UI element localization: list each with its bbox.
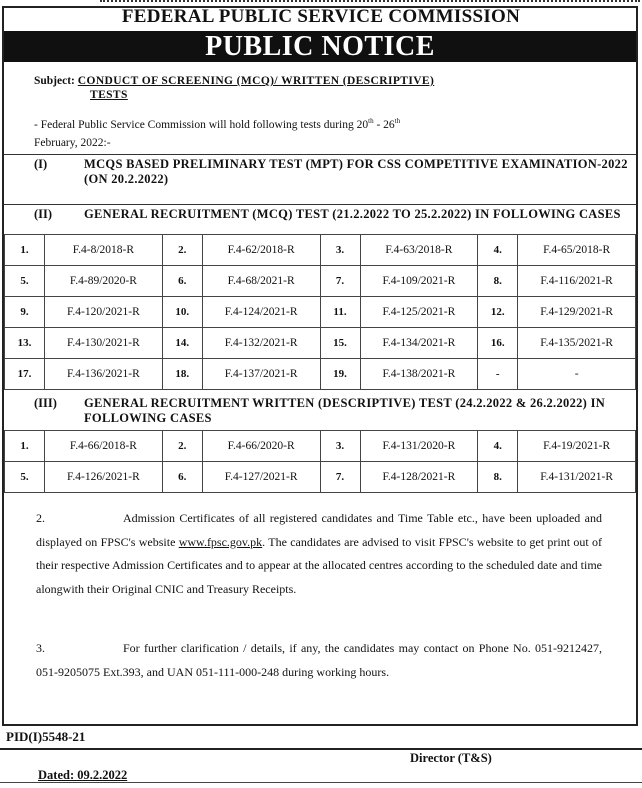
- intro-text: [34, 112, 594, 152]
- table-row: [5, 328, 636, 359]
- case-file-number: F.4-65/2018-R: [518, 235, 636, 266]
- page-bottom-rule: [0, 782, 642, 783]
- section-3: [4, 394, 636, 428]
- case-serial-number: 7.: [320, 462, 360, 493]
- top-dotted-border: [100, 0, 640, 5]
- case-serial-number: 4.: [478, 235, 518, 266]
- section-1-title: MCQS BASED PRELIMINARY TEST (MPT) FOR CSS COMPETITIVE EXAMINATION-2022 (ON 20.2.2022): [84, 157, 628, 186]
- case-serial-number: 4.: [478, 431, 518, 462]
- case-file-number: F.4-131/2021-R: [518, 462, 636, 493]
- table-row: [5, 431, 636, 462]
- intro-sup-2: th: [394, 117, 401, 125]
- paragraph-2-rest: . The candidates are advised to visit FPSC's website to get print out of their respective Admission Certificates and to appear at the allocated centres according to the scheduled date and time alongwith their Original CNIC and Treasury Receipts.: [36, 534, 602, 596]
- subject-line-2: TESTS: [90, 89, 128, 101]
- notice-title: PUBLIC NOTICE: [4, 31, 636, 62]
- case-file-number: F.4-125/2021-R: [360, 297, 478, 328]
- intro-text-mid: - 26: [373, 118, 395, 131]
- case-file-number: F.4-126/2021-R: [45, 462, 163, 493]
- case-serial-number: 18.: [162, 359, 202, 390]
- case-serial-number: -: [478, 359, 518, 390]
- case-serial-number: 3.: [320, 431, 360, 462]
- case-serial-number: 12.: [478, 297, 518, 328]
- section-3-title: GENERAL RECRUITMENT WRITTEN (DESCRIPTIVE) TEST (24.2.2022 & 26.2.2022) IN FOLLOWING CASES: [84, 396, 606, 425]
- section-3-number: (III): [34, 396, 57, 410]
- case-serial-number: 13.: [5, 328, 45, 359]
- case-file-number: F.4-137/2021-R: [202, 359, 320, 390]
- section-2-number: (II): [34, 207, 53, 221]
- case-file-number: F.4-132/2021-R: [202, 328, 320, 359]
- commission-heading: FEDERAL PUBLIC SERVICE COMMISSION: [121, 6, 521, 27]
- case-serial-number: 17.: [5, 359, 45, 390]
- case-serial-number: 16.: [478, 328, 518, 359]
- case-serial-number: 8.: [478, 462, 518, 493]
- case-serial-number: 3.: [320, 235, 360, 266]
- paragraph-3-number: 3.: [36, 641, 45, 655]
- case-file-number: F.4-63/2018-R: [360, 235, 478, 266]
- case-file-number: F.4-66/2018-R: [45, 431, 163, 462]
- intro-text-line-2: February, 2022:-: [34, 136, 111, 149]
- case-serial-number: 2.: [162, 235, 202, 266]
- director-signature: Director (T&S): [410, 751, 492, 765]
- section-3-table: [4, 430, 636, 493]
- case-file-number: F.4-129/2021-R: [518, 297, 636, 328]
- case-file-number: F.4-131/2020-R: [360, 431, 478, 462]
- table-row: [5, 235, 636, 266]
- case-serial-number: 5.: [5, 462, 45, 493]
- subject-line-1: CONDUCT OF SCREENING (MCQ)/ WRITTEN (DESCRIPTIVE): [77, 75, 435, 87]
- case-serial-number: 6.: [162, 266, 202, 297]
- paragraph-3: [36, 637, 602, 684]
- case-file-number: -: [518, 359, 636, 390]
- case-serial-number: 15.: [320, 328, 360, 359]
- case-file-number: F.4-127/2021-R: [202, 462, 320, 493]
- case-file-number: F.4-89/2020-R: [45, 266, 163, 297]
- case-serial-number: 9.: [5, 297, 45, 328]
- case-serial-number: 10.: [162, 297, 202, 328]
- dated-line: Dated: 09.2.2022: [38, 768, 128, 782]
- paragraph-2-lead: Admission Certificates of all registered candidates and Time Table etc., have been uploaded and displayed on FPSC's website: [36, 511, 602, 549]
- table-row: [5, 266, 636, 297]
- paragraph-2: [36, 507, 602, 601]
- table-row: [5, 297, 636, 328]
- case-file-number: F.4-135/2021-R: [518, 328, 636, 359]
- intro-text-main: - Federal Public Service Commission will hold following tests during 20: [34, 118, 369, 131]
- case-file-number: F.4-128/2021-R: [360, 462, 478, 493]
- case-file-number: F.4-62/2018-R: [202, 235, 320, 266]
- case-serial-number: 1.: [5, 431, 45, 462]
- paragraph-2-number: 2.: [36, 511, 45, 525]
- case-serial-number: 19.: [320, 359, 360, 390]
- case-serial-number: 6.: [162, 462, 202, 493]
- table-row: [5, 462, 636, 493]
- section-2-table: [4, 234, 636, 390]
- table-row: [5, 359, 636, 390]
- case-file-number: F.4-66/2020-R: [202, 431, 320, 462]
- case-serial-number: 8.: [478, 266, 518, 297]
- section-1-number: (I): [34, 157, 48, 171]
- case-file-number: F.4-138/2021-R: [360, 359, 478, 390]
- fpsc-website-link[interactable]: www.fpsc.gov.pk: [178, 534, 263, 549]
- case-serial-number: 7.: [320, 266, 360, 297]
- case-file-number: F.4-19/2021-R: [518, 431, 636, 462]
- case-file-number: F.4-68/2021-R: [202, 266, 320, 297]
- pid-number: PID(I)5548-21: [6, 729, 86, 744]
- intro-sup-1: th: [368, 117, 374, 125]
- case-serial-number: 14.: [162, 328, 202, 359]
- case-file-number: F.4-120/2021-R: [45, 297, 163, 328]
- case-serial-number: 5.: [5, 266, 45, 297]
- case-file-number: F.4-134/2021-R: [360, 328, 478, 359]
- section-1: [4, 154, 636, 204]
- case-file-number: F.4-136/2021-R: [45, 359, 163, 390]
- section-2-title: GENERAL RECRUITMENT (MCQ) TEST (21.2.2022 TO 25.2.2022) IN FOLLOWING CASES: [84, 207, 621, 221]
- case-file-number: F.4-109/2021-R: [360, 266, 478, 297]
- case-file-number: F.4-130/2021-R: [45, 328, 163, 359]
- case-file-number: F.4-116/2021-R: [518, 266, 636, 297]
- case-serial-number: 2.: [162, 431, 202, 462]
- case-serial-number: 1.: [5, 235, 45, 266]
- subject-block: [34, 74, 594, 102]
- case-file-number: F.4-8/2018-R: [45, 235, 163, 266]
- paragraph-3-text: For further clarification / details, if any, the candidates may contact on Phone No. 051-9212427, 051-9205075 Ext.393, and UAN 051-111-000-248 during working hours.: [36, 641, 602, 679]
- case-serial-number: 11.: [320, 297, 360, 328]
- subject-label: Subject:: [34, 75, 75, 87]
- footer-divider: [0, 748, 642, 750]
- case-file-number: F.4-124/2021-R: [202, 297, 320, 328]
